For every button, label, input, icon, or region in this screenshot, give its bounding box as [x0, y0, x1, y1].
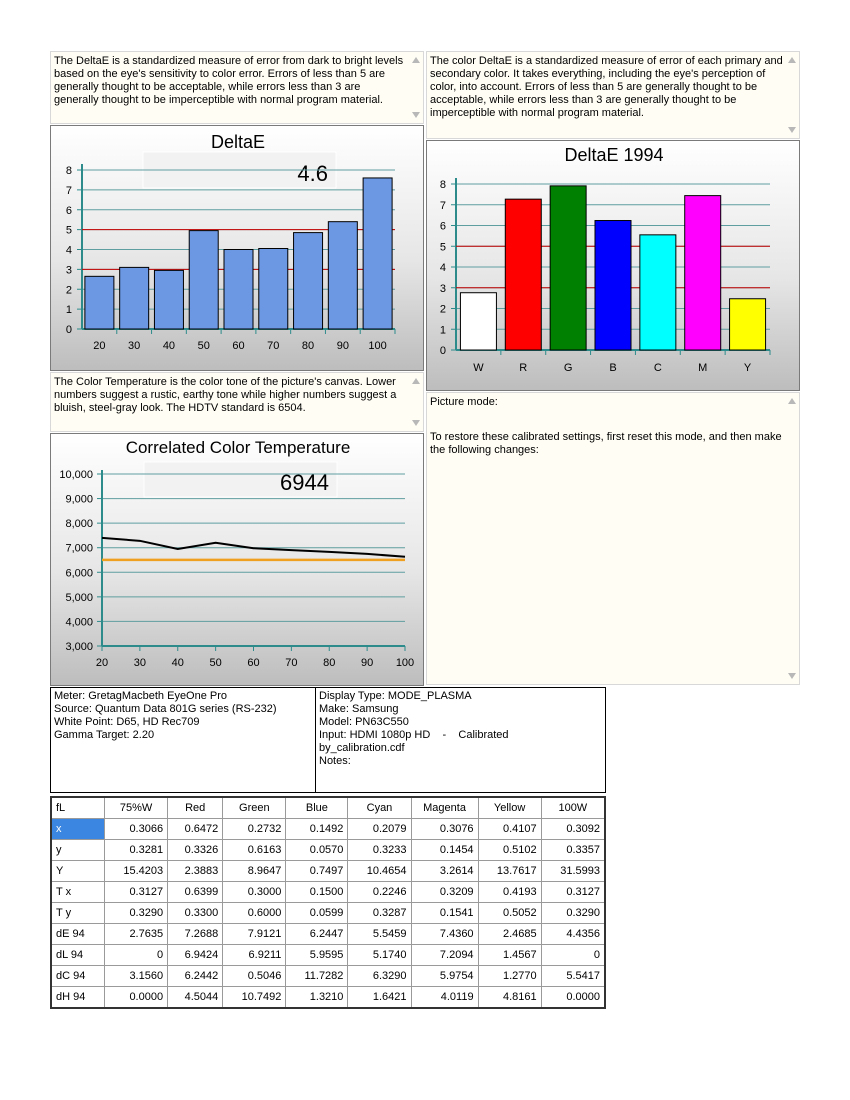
table-cell[interactable]: 5.1740: [348, 945, 411, 966]
x-tick-label: B: [609, 362, 617, 374]
y-tick-label: 6: [65, 204, 72, 217]
table-corner-label: fL: [51, 797, 105, 819]
table-cell[interactable]: 0.3209: [411, 882, 478, 903]
table-cell[interactable]: 0.5046: [223, 966, 286, 987]
x-tick-label: 40: [171, 657, 184, 669]
table-row: [51, 987, 605, 1009]
table-cell[interactable]: 0.3287: [348, 903, 411, 924]
x-tick-label: 80: [301, 340, 315, 352]
meter-source: Source: Quantum Data 801G series (RS-232): [54, 703, 277, 715]
deltae1994-chart: [426, 140, 800, 391]
bar: [730, 299, 766, 350]
y-tick-label: 3: [439, 282, 446, 295]
row-header[interactable]: dH 94: [51, 987, 105, 1009]
x-tick-label: 30: [128, 340, 141, 352]
column-header: Red: [168, 797, 223, 819]
bar: [328, 222, 357, 329]
y-tick-label: 4: [65, 244, 72, 257]
meter-info-box: [50, 687, 316, 793]
x-tick-label: G: [563, 362, 573, 374]
table-row: [51, 945, 605, 966]
table-cell[interactable]: 0.4193: [478, 882, 541, 903]
table-cell[interactable]: 0.3076: [411, 819, 478, 840]
table-cell[interactable]: 2.4685: [478, 924, 541, 945]
row-header[interactable]: y: [51, 840, 105, 861]
display-model: Model: PN63C550: [319, 716, 409, 728]
table-cell[interactable]: 0.0000: [105, 987, 168, 1009]
table-cell[interactable]: 15.4203: [105, 861, 168, 882]
chart-title: DeltaE 1994: [564, 145, 664, 165]
measurement-table: [50, 796, 606, 1009]
table-cell[interactable]: 0.5102: [478, 840, 541, 861]
x-tick-label: 100: [395, 657, 415, 669]
x-tick-label: 70: [285, 657, 298, 669]
cct-description: The Color Temperature is the color tone of the picture's canvas. Lower numbers suggest a rustic, earthy tone while higher numbers suggest a bluish, steel-gray look. The HDTV standard is 6504.: [54, 376, 397, 414]
bar: [460, 293, 496, 350]
table-cell[interactable]: 0.3290: [105, 903, 168, 924]
table-cell[interactable]: 0.3000: [223, 882, 286, 903]
readout-value: 6944: [280, 470, 329, 495]
table-cell[interactable]: 13.7617: [478, 861, 541, 882]
scroll-down-icon[interactable]: [787, 126, 797, 134]
y-tick-label: 9,000: [65, 493, 93, 506]
x-tick-label: 30: [133, 657, 146, 669]
table-cell[interactable]: 7.9121: [223, 924, 286, 945]
table-cell[interactable]: 5.9595: [286, 945, 348, 966]
table-cell[interactable]: 0.6000: [223, 903, 286, 924]
table-row: [51, 861, 605, 882]
row-header[interactable]: Y: [51, 861, 105, 882]
table-cell[interactable]: 0.3127: [105, 882, 168, 903]
meter-name: Meter: GretagMacbeth EyeOne Pro: [54, 690, 228, 702]
table-row: [51, 840, 605, 861]
table-cell[interactable]: 7.2688: [168, 924, 223, 945]
y-tick-label: 3: [65, 264, 72, 277]
bar: [259, 249, 288, 329]
y-tick-label: 7: [65, 184, 72, 197]
scroll-down-icon[interactable]: [787, 672, 797, 680]
table-cell[interactable]: 0.6163: [223, 840, 286, 861]
y-tick-label: 8: [65, 165, 72, 177]
table-cell[interactable]: 5.5417: [541, 966, 605, 987]
x-tick-label: 20: [93, 340, 106, 352]
table-cell[interactable]: 3.2614: [411, 861, 478, 882]
x-tick-label: 90: [361, 657, 374, 669]
table-cell[interactable]: 7.2094: [411, 945, 478, 966]
bar: [685, 196, 721, 350]
table-cell[interactable]: 0.2732: [223, 819, 286, 840]
table-cell[interactable]: 0.1454: [411, 840, 478, 861]
bar: [154, 270, 183, 329]
display-make: Make: Samsung: [319, 703, 399, 715]
column-header: 75%W: [105, 797, 168, 819]
table-cell[interactable]: 0.3326: [168, 840, 223, 861]
y-tick-label: 0: [65, 324, 72, 336]
row-header[interactable]: dL 94: [51, 945, 105, 966]
row-header[interactable]: T y: [51, 903, 105, 924]
display-info-box: [315, 687, 606, 793]
row-header[interactable]: T x: [51, 882, 105, 903]
table-cell[interactable]: 1.6421: [348, 987, 411, 1009]
table-cell[interactable]: 0.0599: [286, 903, 348, 924]
table-row: [51, 903, 605, 924]
table-cell[interactable]: 6.9211: [223, 945, 286, 966]
table-cell[interactable]: 4.0119: [411, 987, 478, 1009]
x-tick-label: 80: [323, 657, 336, 669]
y-tick-label: 4,000: [65, 616, 93, 629]
white-point: White Point: D65, HD Rec709: [54, 716, 200, 728]
table-cell[interactable]: 31.5993: [541, 861, 605, 882]
table-body: [51, 819, 605, 1009]
table-header-row: [51, 797, 605, 819]
y-tick-label: 4: [439, 262, 446, 274]
y-tick-label: 0: [439, 345, 446, 357]
table-cell[interactable]: 0.3127: [541, 882, 605, 903]
table-cell[interactable]: 0.3300: [168, 903, 223, 924]
bar: [505, 199, 541, 350]
column-header: Green: [223, 797, 286, 819]
bar: [363, 178, 392, 329]
notes-label: Notes:: [319, 755, 351, 767]
table-cell[interactable]: 1.2770: [478, 966, 541, 987]
table-cell[interactable]: 0.3281: [105, 840, 168, 861]
table-cell[interactable]: 6.2447: [286, 924, 348, 945]
deltae1994-description-box[interactable]: [426, 51, 800, 139]
bar: [189, 231, 218, 329]
cct-description-box[interactable]: [50, 372, 424, 432]
deltae-chart-svg: [51, 126, 425, 372]
y-tick-label: 6: [439, 220, 446, 233]
y-tick-label: 5: [65, 224, 72, 237]
x-tick-label: 60: [232, 340, 245, 352]
column-header: 100W: [541, 797, 605, 819]
table-cell[interactable]: 2.3883: [168, 861, 223, 882]
deltae-chart: [50, 125, 424, 371]
bar: [550, 186, 586, 350]
deltae-description: The DeltaE is a standardized measure of error from dark to bright levels based on the eye's sensitivity to color error. Errors of less than 5 are generally thought to be acceptable, while errors less than 3 are generally thought to be imperceptible with normal program material.: [54, 55, 404, 106]
x-tick-label: 90: [336, 340, 349, 352]
y-tick-label: 7,000: [65, 542, 93, 555]
table-cell[interactable]: 0.0570: [286, 840, 348, 861]
table-cell[interactable]: 4.8161: [478, 987, 541, 1009]
table-cell[interactable]: 0.6399: [168, 882, 223, 903]
bar: [120, 267, 149, 329]
row-header[interactable]: x: [51, 819, 105, 840]
cct-chart-svg: [51, 434, 425, 687]
table-cell[interactable]: 0.3233: [348, 840, 411, 861]
table-cell[interactable]: 0.3290: [541, 903, 605, 924]
x-tick-label: 20: [95, 657, 109, 669]
column-header: Blue: [286, 797, 348, 819]
x-tick-label: 50: [197, 340, 210, 352]
readout-value: 4.6: [297, 161, 328, 186]
table-cell[interactable]: 6.9424: [168, 945, 223, 966]
scroll-up-icon[interactable]: [787, 56, 797, 64]
y-tick-label: 7: [439, 199, 446, 212]
y-tick-label: 1: [65, 304, 72, 317]
table-cell[interactable]: 0.1492: [286, 819, 348, 840]
table-cell[interactable]: 0.3092: [541, 819, 605, 840]
table-cell[interactable]: 0.5052: [478, 903, 541, 924]
display-input: Input: HDMI 1080p HD - Calibrated: [319, 729, 509, 741]
gamma-target: Gamma Target: 2.20: [54, 729, 155, 741]
deltae1994-description: The color DeltaE is a standardized measure of error of each primary and secondary color. It takes everything, including the eye's perception of color, into account. Errors of less than 5 are generally thought to be acceptable, while errors less than 3 are generally thought to be imperceptible with normal program material.: [430, 55, 783, 119]
deltae1994-chart-svg: [427, 141, 801, 392]
y-tick-label: 2: [65, 284, 72, 297]
y-tick-label: 5: [439, 241, 446, 254]
table-row: [51, 882, 605, 903]
table-cell[interactable]: 0.7497: [286, 861, 348, 882]
table-cell[interactable]: 0.3357: [541, 840, 605, 861]
x-tick-label: R: [519, 362, 528, 374]
y-tick-label: 6,000: [65, 567, 93, 580]
scroll-up-icon[interactable]: [411, 377, 421, 385]
table-cell[interactable]: 1.4567: [478, 945, 541, 966]
chart-title: Correlated Color Temperature: [125, 438, 351, 457]
table-cell[interactable]: 0.3066: [105, 819, 168, 840]
table-cell[interactable]: 5.9754: [411, 966, 478, 987]
y-tick-label: 2: [439, 303, 446, 316]
bar: [224, 250, 253, 330]
x-tick-label: M: [698, 362, 708, 374]
cct-chart: [50, 433, 424, 686]
y-tick-label: 8: [439, 179, 446, 191]
table-cell[interactable]: 0.2079: [348, 819, 411, 840]
table-cell[interactable]: 3.1560: [105, 966, 168, 987]
table-row: [51, 966, 605, 987]
bar: [595, 221, 631, 350]
column-header: Magenta: [411, 797, 478, 819]
bar: [294, 233, 323, 329]
table-cell[interactable]: 4.4356: [541, 924, 605, 945]
table-cell[interactable]: 0: [541, 945, 605, 966]
x-tick-label: W: [473, 362, 484, 374]
table-cell[interactable]: 0.4107: [478, 819, 541, 840]
row-header[interactable]: dC 94: [51, 966, 105, 987]
x-tick-label: C: [653, 362, 662, 374]
table-cell[interactable]: 2.7635: [105, 924, 168, 945]
column-header: Yellow: [478, 797, 541, 819]
bar: [640, 235, 676, 350]
table-row: [51, 819, 605, 840]
y-tick-label: 5,000: [65, 591, 93, 604]
restore-instructions: To restore these calibrated settings, first reset this mode, and then make the following changes:: [430, 431, 782, 456]
table-row: [51, 924, 605, 945]
table-cell[interactable]: 0.0000: [541, 987, 605, 1009]
chart-title: DeltaE: [210, 132, 266, 152]
table-cell[interactable]: 4.5044: [168, 987, 223, 1009]
table-cell[interactable]: 1.3210: [286, 987, 348, 1009]
x-tick-label: 50: [209, 657, 222, 669]
scroll-down-icon[interactable]: [411, 111, 421, 119]
picture-mode-label: Picture mode:: [430, 396, 498, 408]
display-type: Display Type: MODE_PLASMA: [319, 690, 472, 702]
y-tick-label: 1: [439, 324, 446, 337]
y-tick-label: 3,000: [65, 641, 93, 653]
table-cell[interactable]: 10.4654: [348, 861, 411, 882]
y-tick-label: 10,000: [59, 469, 93, 481]
x-tick-label: Y: [743, 362, 752, 374]
deltae-description-box[interactable]: [50, 51, 424, 124]
table-cell[interactable]: 8.9647: [223, 861, 286, 882]
x-tick-label: 60: [247, 657, 260, 669]
scroll-down-icon[interactable]: [411, 419, 421, 427]
table-cell[interactable]: 0.6472: [168, 819, 223, 840]
scroll-up-icon[interactable]: [787, 397, 797, 405]
table-cell[interactable]: 10.7492: [223, 987, 286, 1009]
x-tick-label: 40: [162, 340, 176, 352]
row-header[interactable]: dE 94: [51, 924, 105, 945]
bar: [85, 276, 114, 329]
table-cell[interactable]: 6.2442: [168, 966, 223, 987]
scroll-up-icon[interactable]: [411, 56, 421, 64]
table-cell[interactable]: 0: [105, 945, 168, 966]
column-header: Cyan: [348, 797, 411, 819]
settings-box[interactable]: [426, 392, 800, 685]
table-cell[interactable]: 5.5459: [348, 924, 411, 945]
table-cell[interactable]: 0.1500: [286, 882, 348, 903]
calibration-file: by_calibration.cdf: [319, 742, 405, 754]
x-tick-label: 100: [368, 340, 387, 352]
table-cell[interactable]: 7.4360: [411, 924, 478, 945]
table-cell[interactable]: 11.7282: [286, 966, 348, 987]
y-tick-label: 8,000: [65, 518, 93, 531]
table-cell[interactable]: 0.1541: [411, 903, 478, 924]
table-cell[interactable]: 0.2246: [348, 882, 411, 903]
x-tick-label: 70: [267, 340, 280, 352]
table-cell[interactable]: 6.3290: [348, 966, 411, 987]
